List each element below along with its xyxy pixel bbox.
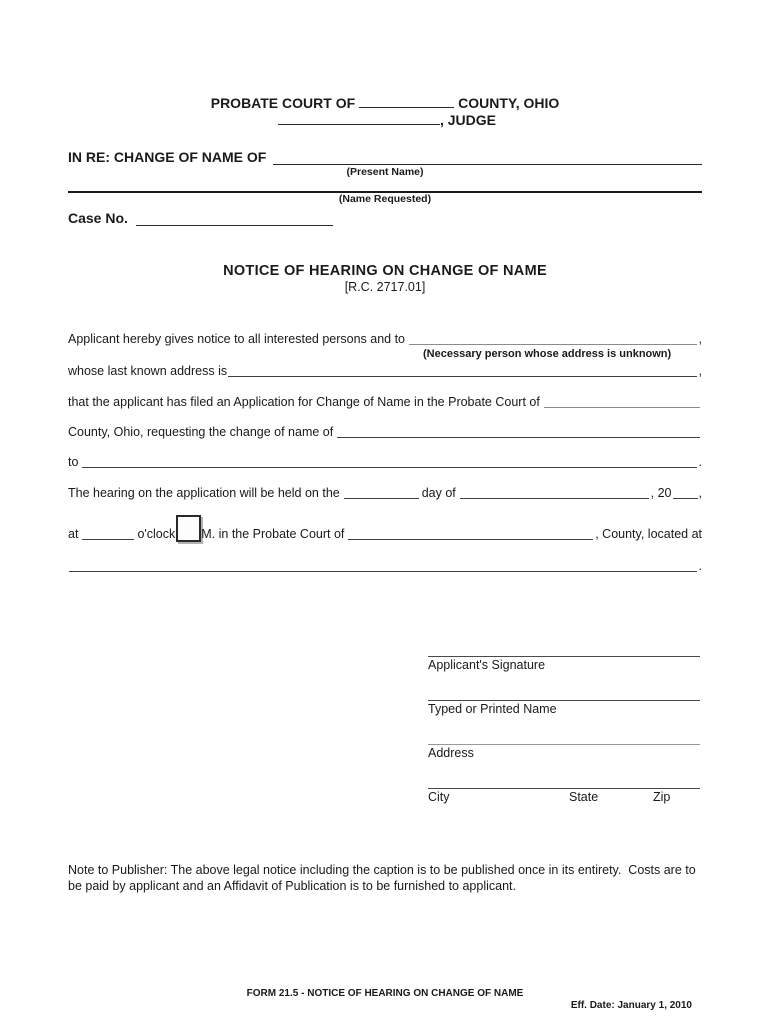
zip-label: Zip	[653, 790, 671, 804]
in-re-label: IN RE: CHANGE OF NAME OF	[68, 149, 267, 165]
judge-name-blank[interactable]	[278, 112, 440, 125]
publisher-note: Note to Publisher: The above legal notice including the caption is to be published once in its entirety. Costs are to be paid by applicant and an Affidavit of Publication is to be furnished to applicant.	[68, 863, 700, 893]
hearing-date-comma: ,	[698, 486, 702, 500]
hearing-month-blank[interactable]	[460, 485, 649, 499]
notice-line-comma: ,	[698, 332, 702, 346]
judge-suffix-label: , JUDGE	[439, 112, 496, 128]
footer-form-id: FORM 21.5 - NOTICE OF HEARING ON CHANGE OF NAME	[246, 988, 524, 999]
name-requested-caption: (Name Requested)	[338, 193, 432, 205]
hearing-date-line	[68, 485, 702, 501]
address-line-comma: ,	[698, 364, 702, 378]
typed-name-field[interactable]	[428, 700, 700, 744]
state-label: State	[569, 790, 599, 804]
new-name-line	[68, 454, 702, 470]
applicant-signature-field[interactable]	[428, 656, 700, 700]
county-located-text: , County, located at	[595, 527, 702, 541]
case-number-blank[interactable]	[136, 212, 333, 226]
requested-change-text: County, Ohio, requesting the change of name of	[68, 425, 334, 439]
city-label: City	[428, 790, 450, 804]
at-label: at	[68, 527, 79, 541]
footer-eff-date: Eff. Date: January 1, 2010	[570, 1000, 692, 1011]
case-no-label: Case No.	[68, 210, 128, 226]
last-known-address-text: whose last known address is	[68, 364, 228, 378]
present-name-blank[interactable]	[273, 151, 702, 165]
county-name-blank[interactable]	[359, 95, 454, 108]
hearing-day-blank[interactable]	[344, 485, 419, 499]
necessary-person-caption: (Necessary person whose address is unknown)	[423, 348, 672, 360]
present-name-caption: (Present Name)	[346, 166, 424, 178]
court-name-line	[68, 95, 702, 112]
in-re-line	[68, 149, 702, 166]
hearing-held-text: The hearing on the application will be held on the	[68, 486, 340, 500]
probate-court-of-text: M. in the Probate Court of	[201, 527, 345, 541]
probate-court-name-blank[interactable]	[348, 526, 593, 540]
day-of-label: day of	[421, 486, 456, 500]
city-state-zip-field[interactable]	[428, 788, 700, 805]
signature-block	[428, 656, 700, 805]
to-label: to	[68, 455, 79, 469]
new-name-period: .	[698, 455, 702, 469]
applicant-signature-label: Applicant's Signature	[428, 658, 546, 672]
probate-county-blank[interactable]	[544, 394, 700, 408]
application-filed-line	[68, 394, 702, 410]
hearing-year-blank[interactable]	[673, 485, 698, 499]
application-filed-text: that the applicant has filed an Application for Change of Name in the Probate Court of	[68, 395, 540, 409]
notice-text: Applicant hereby gives notice to all interested persons and to	[68, 332, 406, 346]
case-no-line	[68, 210, 702, 227]
address-label: Address	[428, 746, 474, 760]
form-title: NOTICE OF HEARING ON CHANGE OF NAME	[223, 263, 547, 279]
new-name-blank[interactable]	[82, 454, 696, 468]
current-name-blank[interactable]	[337, 424, 700, 438]
judge-line	[68, 112, 702, 129]
requested-change-line	[68, 424, 702, 440]
hearing-time-line	[68, 515, 702, 542]
am-pm-checkbox[interactable]	[176, 515, 201, 542]
oclock-label: o'clock	[137, 527, 176, 541]
year-prefix-label: , 20	[650, 486, 672, 500]
court-suffix-label: COUNTY, OHIO	[458, 95, 560, 111]
court-address-line	[68, 558, 702, 574]
notice-line	[68, 331, 702, 347]
hearing-time-blank[interactable]	[82, 526, 134, 540]
court-prefix-label: PROBATE COURT OF	[210, 95, 356, 111]
last-known-address-line	[68, 363, 702, 379]
court-address-period: .	[698, 559, 702, 573]
court-address-blank[interactable]	[69, 558, 697, 572]
last-known-address-blank[interactable]	[228, 363, 696, 377]
necessary-person-blank[interactable]	[409, 331, 697, 345]
typed-name-label: Typed or Printed Name	[428, 702, 557, 716]
address-field[interactable]	[428, 744, 700, 788]
statute-reference: [R.C. 2717.01]	[344, 280, 426, 294]
